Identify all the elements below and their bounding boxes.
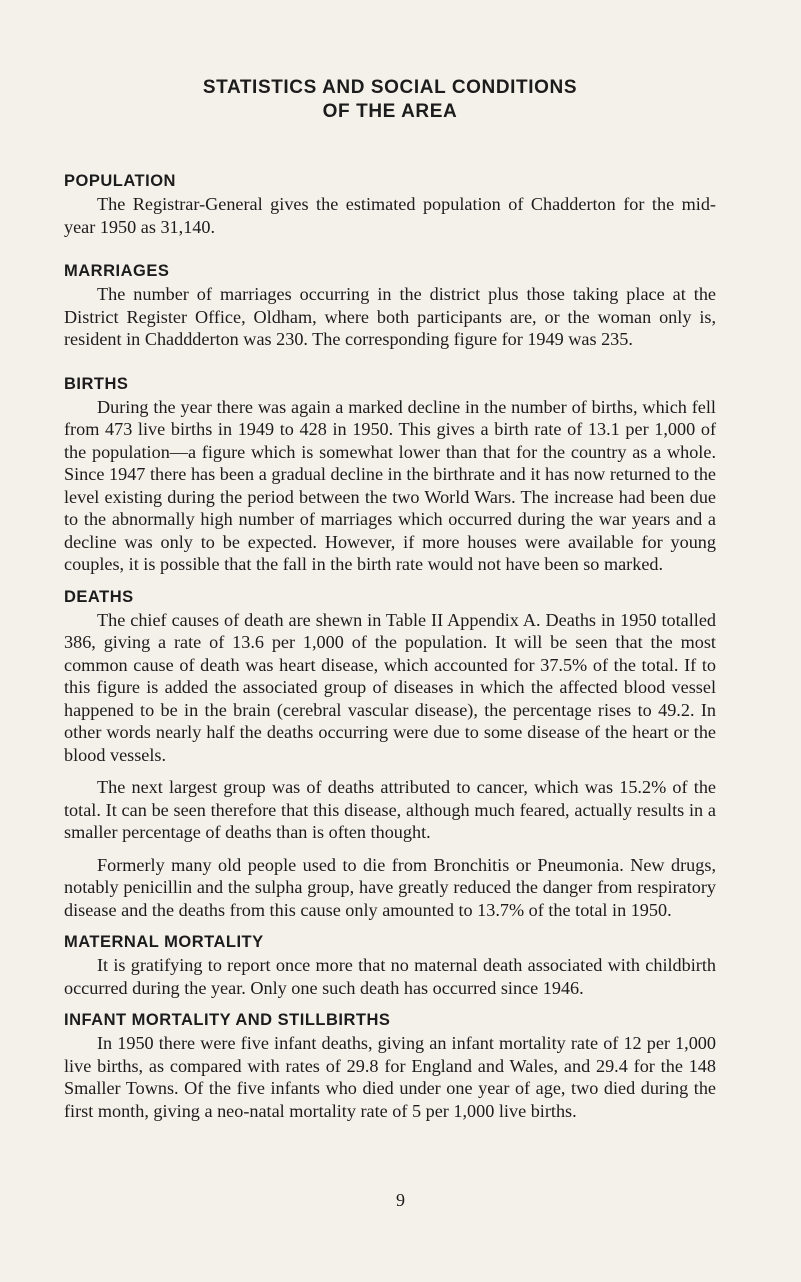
section-heading: MARRIAGES: [64, 262, 170, 280]
section-deaths: [64, 586, 716, 922]
paragraph: In 1950 there were five infant deaths, giving an infant mortality rate of 12 per 1,000 live births, as compared with rates of 29.8 for England and Wales, and 29.4 for the 148 Smaller Towns. Of the five infants who died under one year of age, two died during the first month, giving a neo-natal mortality rate of 5 per 1,000 live births.: [64, 1033, 716, 1121]
paragraph: The next largest group was of deaths attributed to cancer, which was 15.2% of the total. It can be seen therefore that this disease, although much feared, actually results in a smaller percentage of deaths than is often thought.: [64, 777, 716, 842]
section-heading: DEATHS: [64, 587, 134, 606]
page-title-line-1: STATISTICS AND SOCIAL CONDITIONS: [202, 77, 578, 98]
section-heading: MATERNAL MORTALITY: [64, 933, 264, 951]
paragraph: The number of marriages occurring in the district plus those taking place at the District Register Office, Oldham, where both participants are, or the woman only is, resident in Chaddderton was 230. The corresponding figure for 1949 was 235.: [64, 284, 716, 349]
section-heading: INFANT MORTALITY AND STILLBIRTHS: [64, 1011, 391, 1029]
section-infant-mortality: [64, 1009, 716, 1122]
page-number: 9: [396, 1190, 405, 1210]
section-heading: BIRTHS: [64, 374, 129, 393]
section-maternal-mortality: [64, 931, 716, 999]
paragraph: Formerly many old people used to die from Bronchitis or Pneumonia. New drugs, notably penicillin and the sulpha group, have greatly reduced the danger from respiratory disease and the deaths from this cause only amounted to 13.7% of the total in 1950.: [64, 854, 716, 920]
page-title: [64, 76, 716, 124]
section-heading: POPULATION: [64, 172, 176, 190]
section-births: [64, 373, 716, 576]
paragraph: During the year there was again a marked decline in the number of births, which fell from 473 live births in 1949 to 428 in 1950. This gives a birth rate of 13.1 per 1,000 of the population—a figure which is somewhat lower than that for the country as a whole. Since 1947 there has been a gradual decline in the birthrate and it has now returned to the level existing during the period between the two World Wars. The increase had been due to the abnormally high number of marriages which occurred during the war years and a decline was only to be expected. However, if more houses were available for young couples, it is possible that the fall in the birth rate would not have been so marked.: [64, 396, 716, 574]
section-marriages: [64, 260, 716, 351]
document-page: [64, 76, 716, 1122]
page-title-line-2: OF THE AREA: [322, 101, 458, 122]
paragraph: The chief causes of death are shewn in Table II Appendix A. Deaths in 1950 totalled 386, giving a rate of 13.6 per 1,000 of the population. It will be seen that the most common cause of death was heart disease, which accounted for 37.5% of the total. If to this figure is added the associated group of diseases in which the affected blood vessel happened to be in the brain (cerebral vascular disease), the percentage rises to 49.2. In other words nearly half the deaths occurring were due to some disease of the heart or the blood vessels.: [64, 609, 716, 765]
paragraph: It is gratifying to report once more that no maternal death associated with childbirth occurred during the year. Only one such death has occurred since 1946.: [64, 955, 716, 998]
section-population: [64, 170, 716, 238]
paragraph: The Registrar-General gives the estimated population of Chadderton for the mid-year 1950 as 31,140.: [64, 194, 716, 237]
